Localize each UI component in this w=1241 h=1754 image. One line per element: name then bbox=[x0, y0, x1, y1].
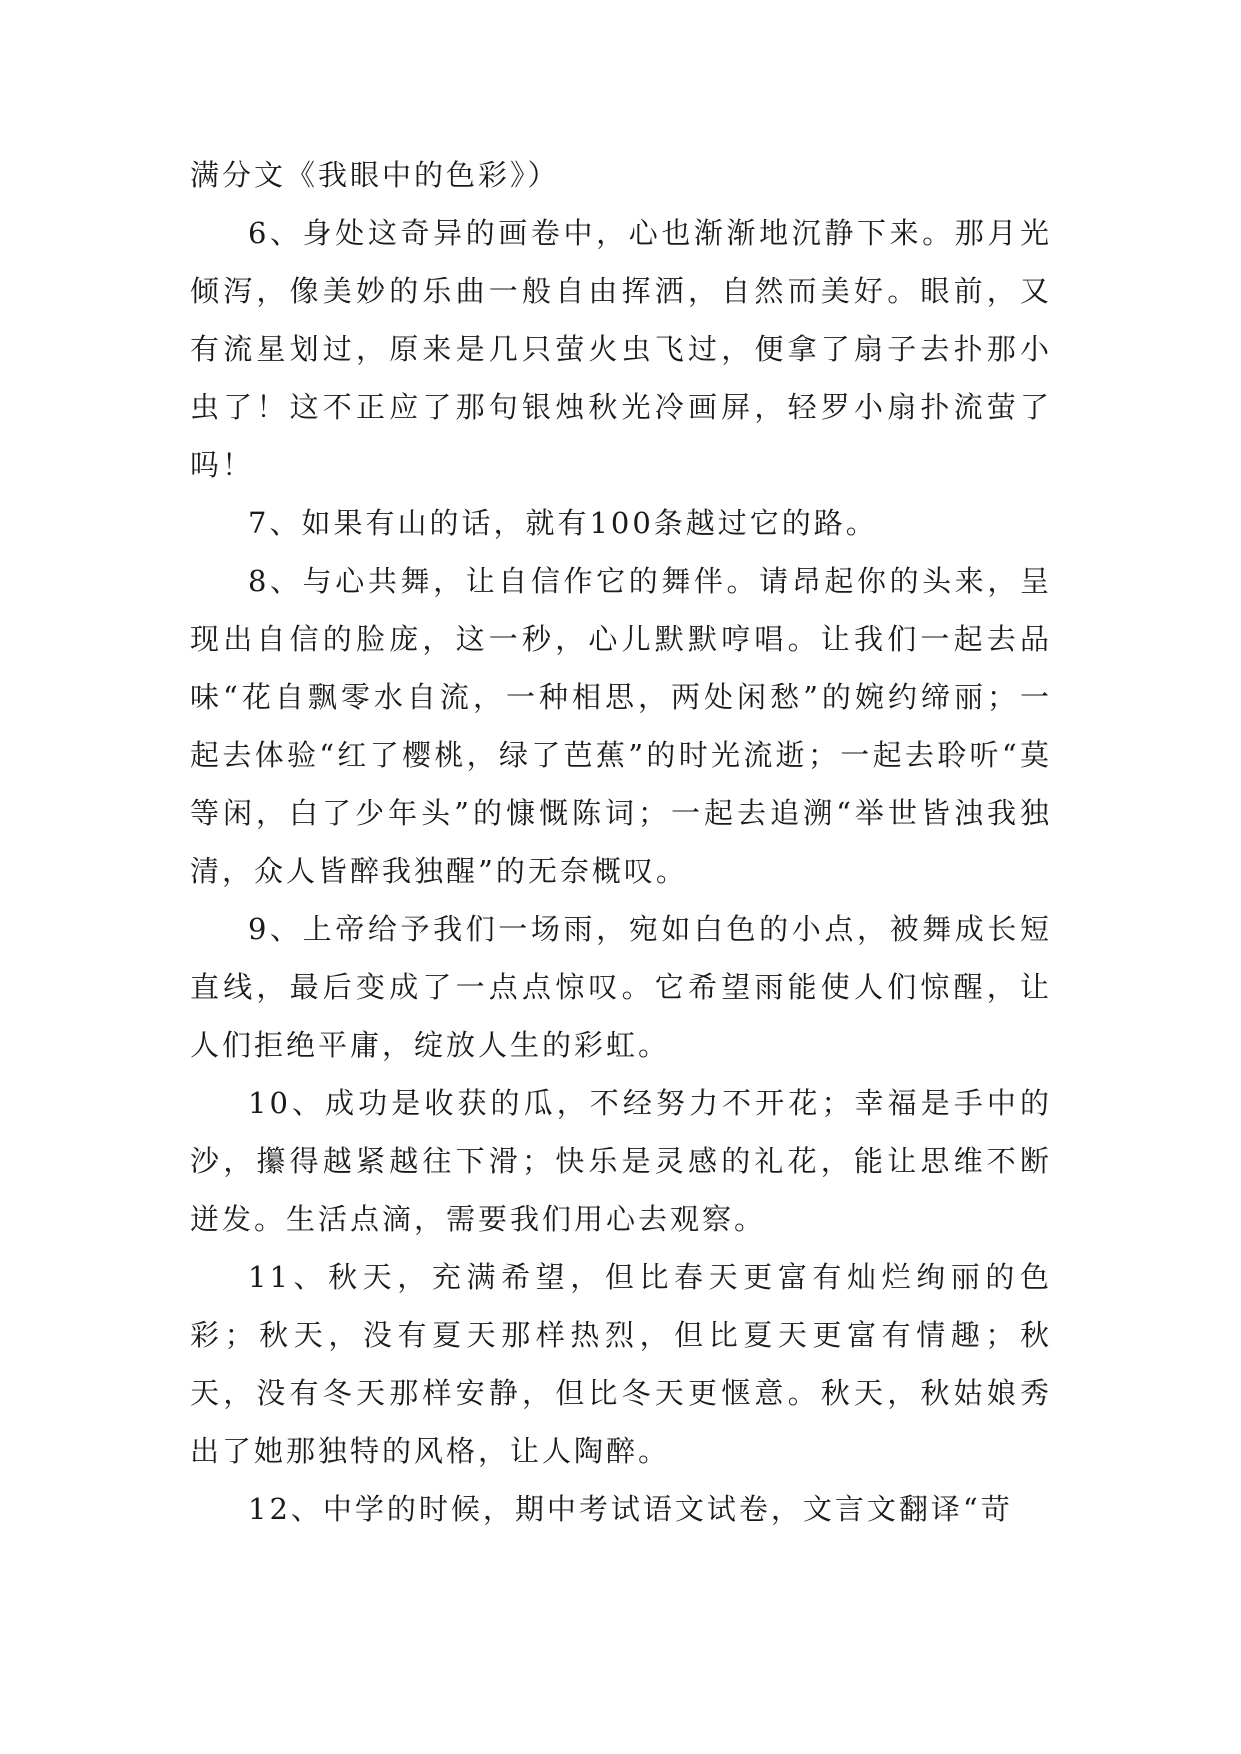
paragraph-12: 12、中学的时候，期中考试语文试卷，文言文翻译“苛 bbox=[248, 1492, 1013, 1526]
document-body bbox=[190, 146, 1052, 1538]
paragraph-11: 11、秋天，充满希望，但比春天更富有灿烂绚丽的色彩；秋天，没有夏天那样热烈，但比夏天更富有情趣；秋天，没有冬天那样安静，但比冬天更惬意。秋天，秋姑娘秀出了她那独特的风格，让人陶醉。 bbox=[190, 1260, 1052, 1468]
paragraph-9: 9、上帝给予我们一场雨，宛如白色的小点，被舞成长短直线，最后变成了一点点惊叹。它希望雨能使人们惊醒，让人们拒绝平庸，绽放人生的彩虹。 bbox=[190, 912, 1052, 1062]
lead-line: 满分文《我眼中的色彩》） bbox=[190, 158, 560, 192]
paragraph-10: 10、成功是收获的瓜，不经努力不开花；幸福是手中的沙，攥得越紧越往下滑；快乐是灵感的礼花，能让思维不断迸发。生活点滴，需要我们用心去观察。 bbox=[190, 1086, 1052, 1236]
paragraph-6: 6、身处这奇异的画卷中，心也渐渐地沉静下来。那月光倾泻，像美妙的乐曲一般自由挥洒，自然而美好。眼前，又有流星划过，原来是几只萤火虫飞过，便拿了扇子去扑那小虫了！这不正应了那句银烛秋光冷画屏，轻罗小扇扑流萤了吗！ bbox=[190, 216, 1052, 482]
paragraph-8: 8、与心共舞，让自信作它的舞伴。请昂起你的头来，呈现出自信的脸庞，这一秒，心儿默默哼唱。让我们一起去品味“花自飘零水自流，一种相思，两处闲愁”的婉约缔丽；一起去体验“红了樱桃，绿了芭蕉”的时光流逝；一起去聆听“莫等闲，白了少年头”的慷慨陈词；一起去追溯“举世皆浊我独清，众人皆醉我独醒”的无奈概叹。 bbox=[190, 564, 1052, 888]
paragraph-7: 7、如果有山的话，就有100条越过它的路。 bbox=[248, 506, 878, 540]
